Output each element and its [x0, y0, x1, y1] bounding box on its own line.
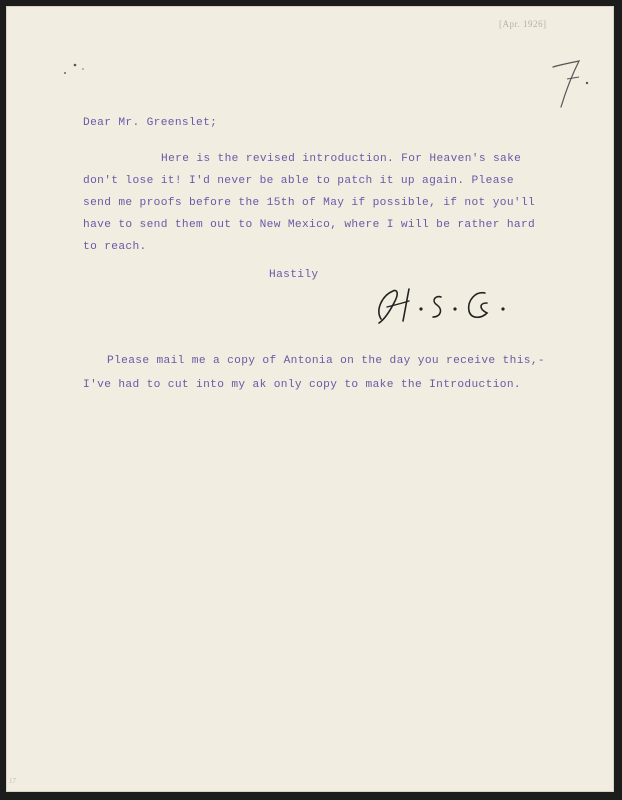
postscript-line-1: Please mail me a copy of Antonia on the day you receive this,-	[107, 355, 545, 367]
handwritten-signature	[369, 279, 519, 331]
body-line-3: send me proofs before the 15th of May if possible, if not you'll	[83, 197, 536, 209]
salutation: Dear Mr. Greenslet;	[83, 117, 218, 129]
closing: Hastily	[269, 269, 319, 281]
body-line-4: have to send them out to New Mexico, where I will be rather hard	[83, 219, 536, 231]
postscript-line-2: I've had to cut into my ak only copy to make the Introduction.	[83, 379, 521, 391]
corner-mark: 17	[9, 777, 16, 785]
body-line-5: to reach.	[83, 241, 147, 253]
letter-page	[6, 6, 614, 792]
paper-specks	[61, 59, 91, 83]
archive-date-note: [Apr. 1926]	[499, 19, 547, 29]
body-line-2: don't lose it! I'd never be able to patch it up again. Please	[83, 175, 514, 187]
body-line-1: Here is the revised introduction. For Heaven's sake	[161, 153, 522, 165]
folio-number-handwritten	[545, 53, 595, 113]
